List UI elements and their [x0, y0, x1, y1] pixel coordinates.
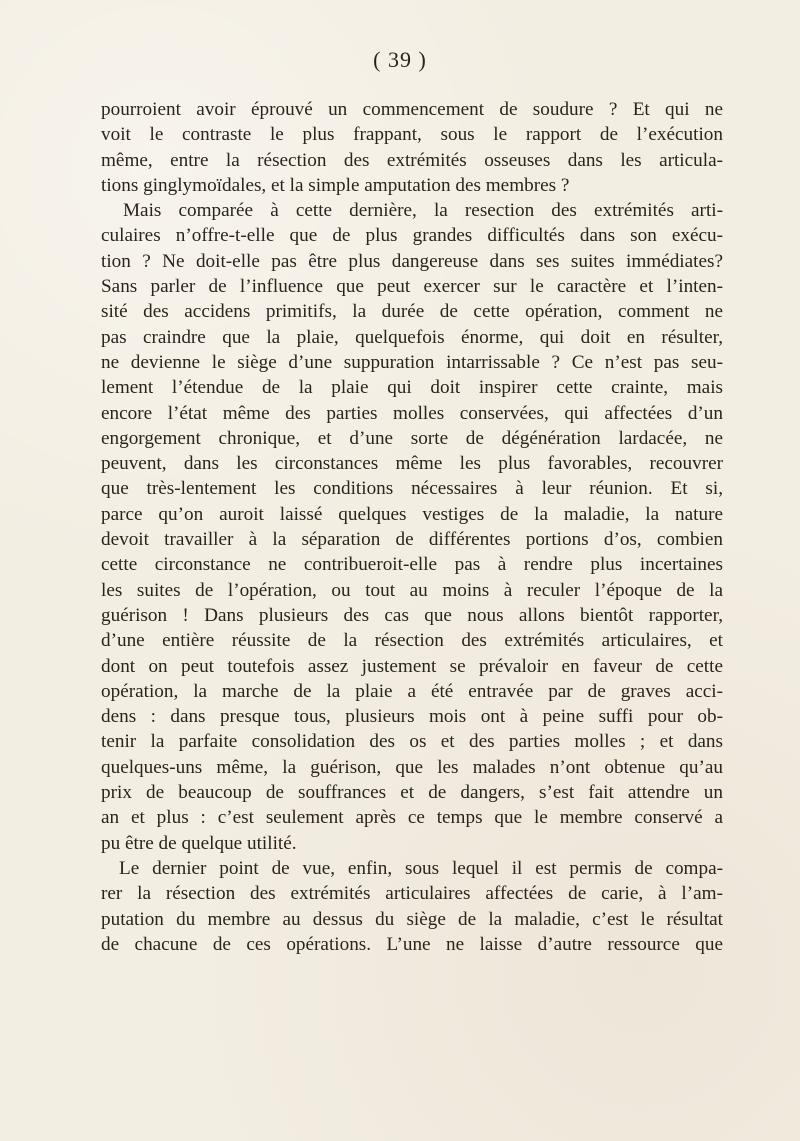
text-line: d’une entière réussite de la résection des extrémités articulaires, et [101, 630, 723, 652]
text-line: parce qu’on auroit laissé quelques vestiges de la maladie, la nature [101, 503, 723, 525]
text-line: tion ? Ne doit-elle pas être plus dangereuse dans ses suites immédiates? [101, 250, 723, 272]
text-line: pas craindre que la plaie, quelquefois énorme, qui doit en résulter, [101, 326, 723, 348]
text-line: prix de beaucoup de souffrances et de dangers, s’est fait attendre un [101, 782, 723, 804]
text-line: rer la résection des extrémités articulaires affectées de carie, à l’am- [101, 883, 723, 905]
text-line: tenir la parfaite consolidation des os et des parties molles ; et dans [101, 731, 723, 753]
text-line: les suites de l’opération, ou tout au moins à reculer l’époque de la [101, 579, 723, 601]
text-line: ne devienne le siège d’une suppuration intarrissable ? Ce n’est pas seu- [101, 351, 723, 373]
text-line: dont on peut toutefois assez justement se prévaloir en faveur de cette [101, 655, 723, 677]
text-line: Mais comparée à cette dernière, la resection des extrémités arti- [123, 200, 723, 222]
text-line: dens : dans presque tous, plusieurs mois ont à peine suffi pour ob- [101, 706, 723, 728]
text-line: Sans parler de l’influence que peut exercer sur le caractère et l’inten- [101, 276, 723, 298]
text-line: tions ginglymoïdales, et la simple amputation des membres ? [101, 174, 570, 196]
text-line: encore l’état même des parties molles conservées, qui affectées d’un [101, 402, 723, 424]
text-line: sité des accidens primitifs, la durée de cette opération, comment ne [101, 301, 723, 323]
text-line: engorgement chronique, et d’une sorte de dégénération lardacée, ne [101, 427, 723, 449]
text-line: culaires n’offre-t-elle que de plus grandes difficultés dans son exécu- [101, 225, 723, 247]
text-line: lement l’étendue de la plaie qui doit inspirer cette crainte, mais [101, 377, 723, 399]
text-line: peuvent, dans les circonstances même les plus favorables, recouvrer [101, 453, 723, 475]
text-line: Le dernier point de vue, enfin, sous lequel il est permis de compa- [119, 857, 723, 879]
text-line: de chacune de ces opérations. L’une ne laisse d’autre ressource que [101, 933, 723, 955]
text-line: opération, la marche de la plaie a été entravée par de graves acci- [101, 680, 723, 702]
text-line: voit le contraste le plus frappant, sous le rapport de l’exécution [101, 124, 723, 146]
text-line: cette circonstance ne contribueroit-elle pas à rendre plus incertaines [101, 554, 723, 576]
text-line: devoit travailler à la séparation de différentes portions d’os, combien [101, 529, 723, 551]
text-line: quelques-uns même, la guérison, que les malades n’ont obtenue qu’au [101, 756, 723, 778]
text-line: an et plus : c’est seulement après ce temps que le membre conservé a [101, 807, 723, 829]
text-line: que très-lentement les conditions nécessaires à leur réunion. Et si, [101, 478, 723, 500]
text-line: même, entre la résection des extrémités osseuses dans les articula- [101, 149, 723, 171]
text-line: putation du membre au dessus du siège de la maladie, c’est le résultat [101, 908, 723, 930]
body-text [101, 97, 723, 957]
page-number: ( 39 ) [373, 47, 427, 72]
text-line: guérison ! Dans plusieurs des cas que nous allons bientôt rapporter, [101, 604, 723, 626]
text-line: pu être de quelque utilité. [101, 832, 297, 854]
text-line: pourroient avoir éprouvé un commencement de soudure ? Et qui ne [101, 99, 723, 120]
